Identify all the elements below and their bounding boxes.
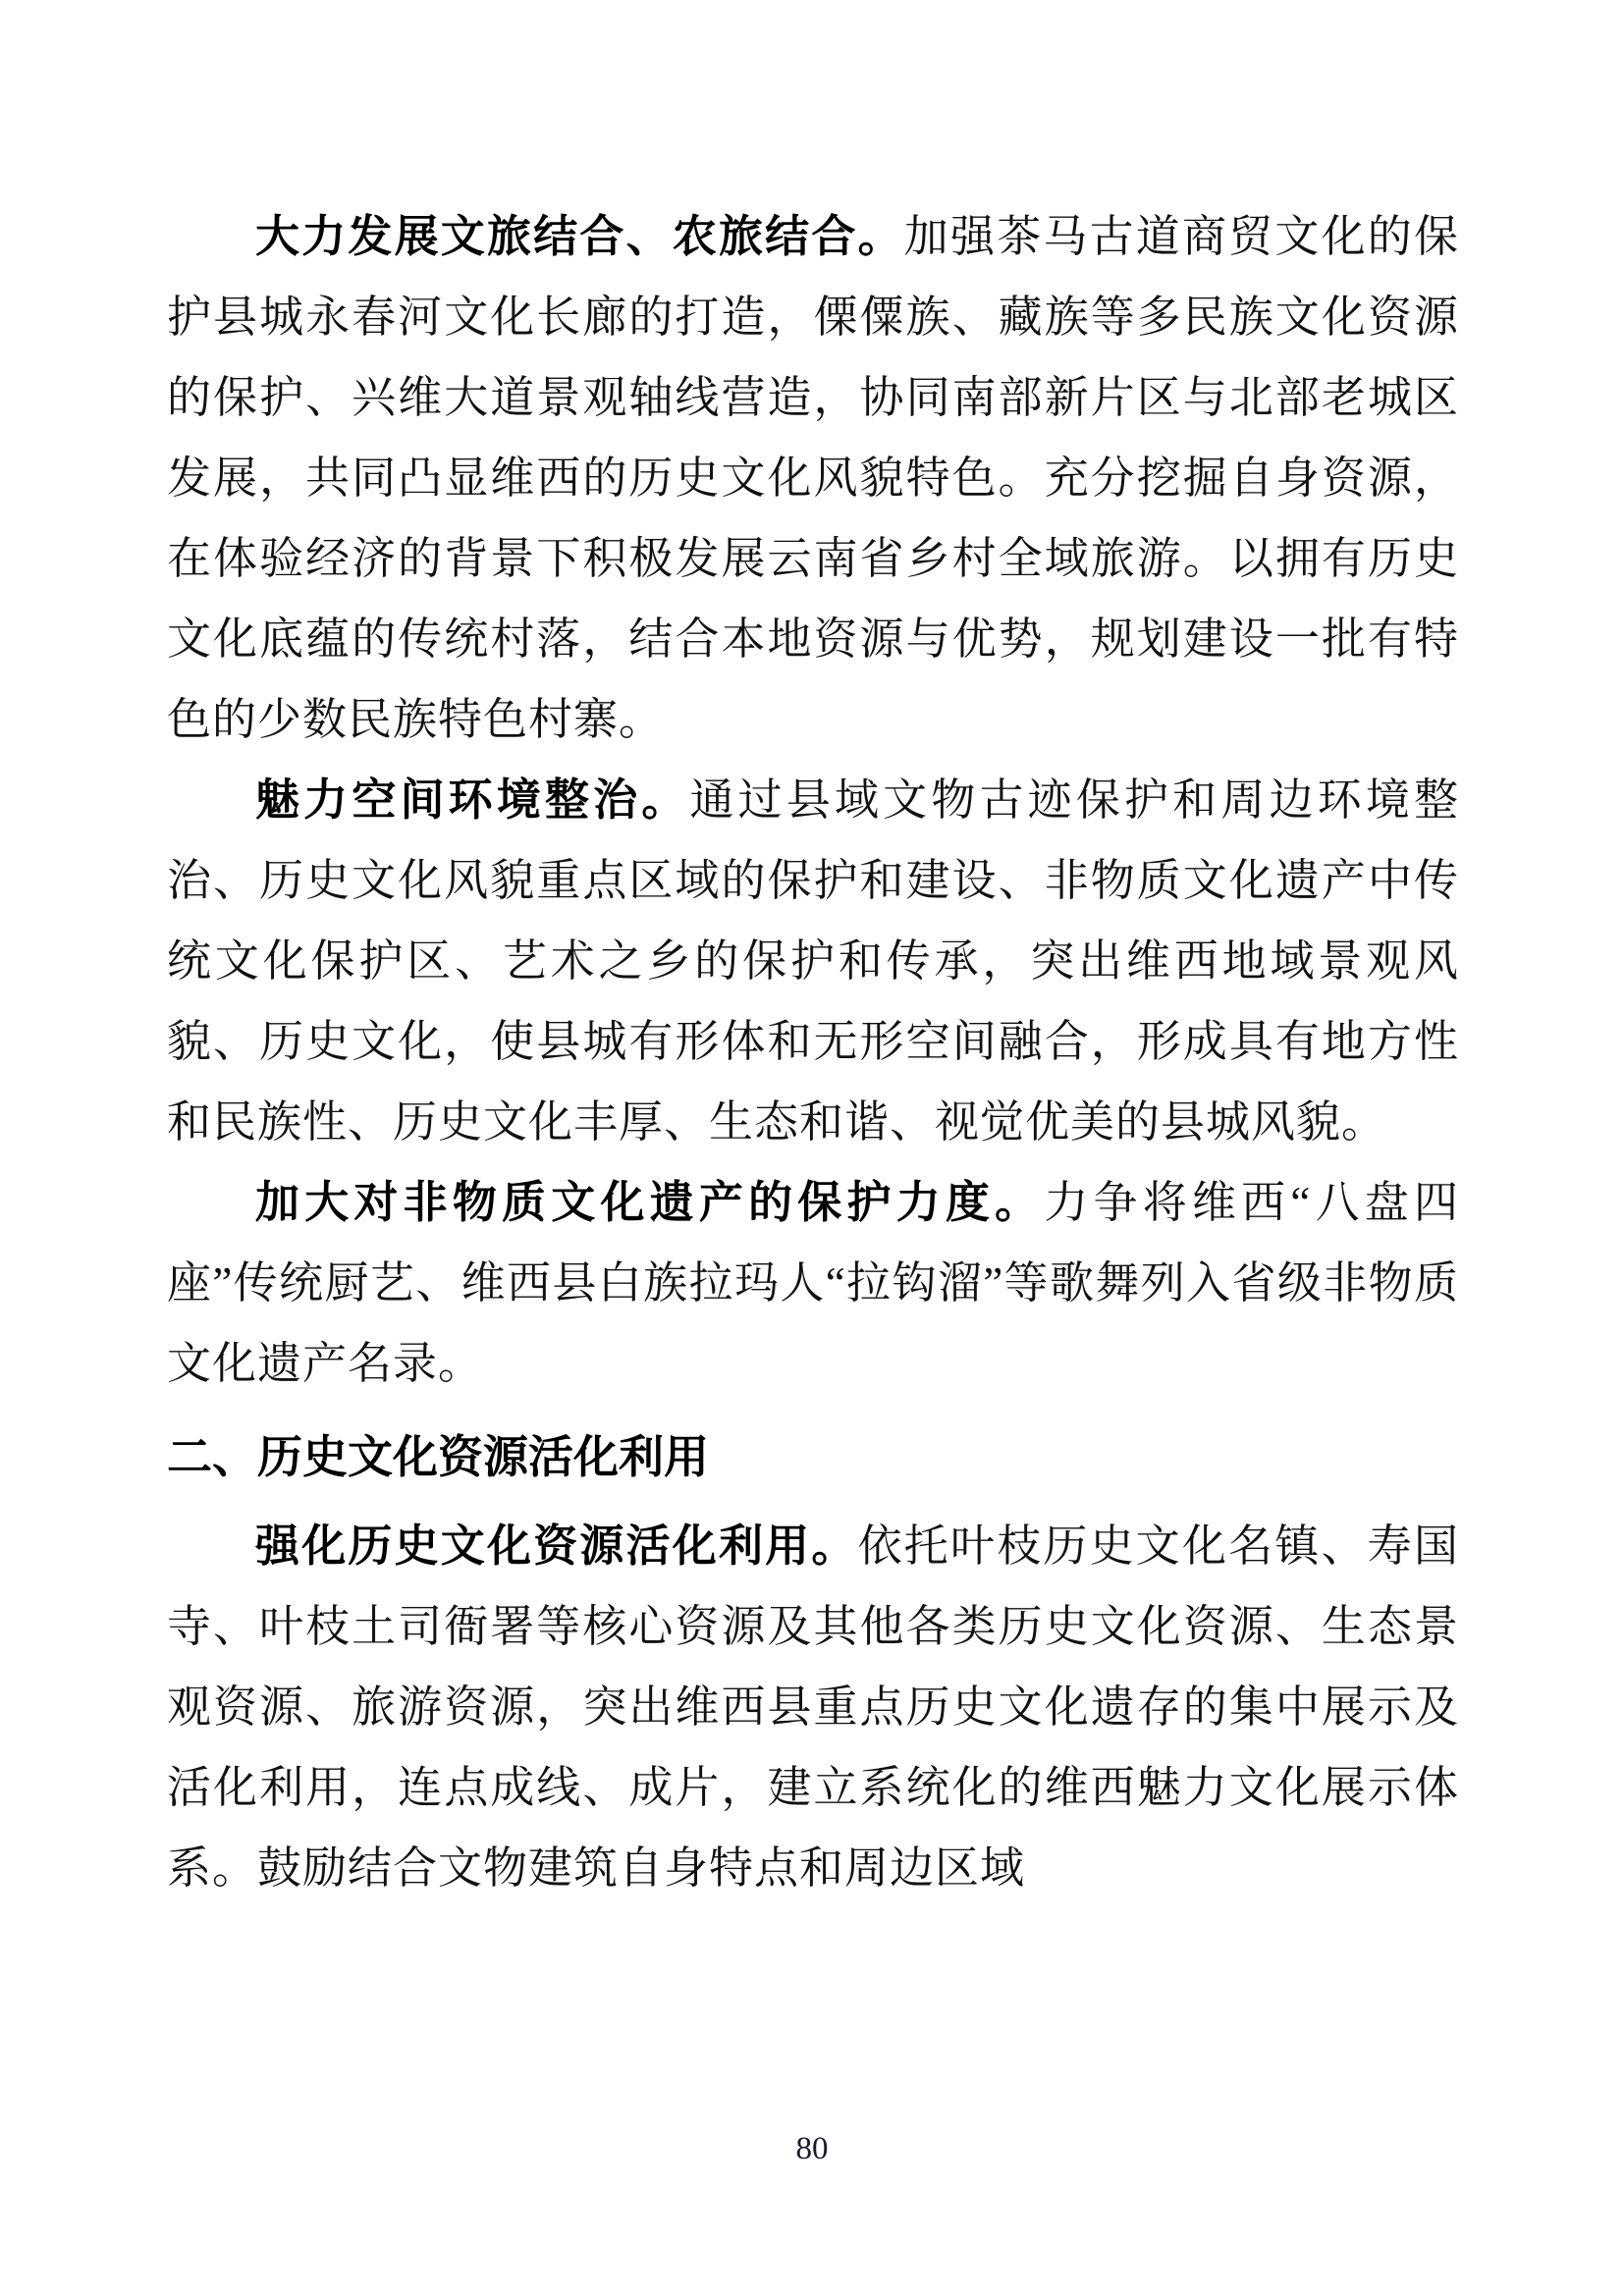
paragraph-lead: 大力发展文旅结合、农旅结合。 xyxy=(255,212,904,261)
paragraph-space-environment xyxy=(167,760,1459,1162)
paragraph-body: 通过县域文物古迹保护和周边环境整治、历史文化风貌重点区域的保护和建设、非物质文化遗产中传统文化保护区、艺术之乡的保护和传承，突出维西地域景观风貌、历史文化，使县城有形体和无形空间融合，形成具有地方性和民族性、历史文化丰厚、生态和谐、视觉优美的县城风貌。 xyxy=(167,775,1459,1147)
paragraph-body: 依托叶枝历史文化名镇、寿国寺、叶枝土司衙署等核心资源及其他各类历史文化资源、生态景观资源、旅游资源，突出维西县重点历史文化遗存的集中展示及活化利用，连点成线、成片，建立系统化的维西魅力文化展示体系。鼓励结合文物建筑自身特点和周边区域 xyxy=(167,1522,1459,1893)
paragraph-tourism-integration xyxy=(167,196,1459,760)
paragraph-body: 加强茶马古道商贸文化的保护县城永春河文化长廊的打造，傈僳族、藏族等多民族文化资源的保护、兴维大道景观轴线营造，协同南部新片区与北部老城区发展，共同凸显维西的历史文化风貌特色。充分挖掘自身资源，在体验经济的背景下积极发展云南省乡村全域旅游。以拥有历史文化底蕴的传统村落，结合本地资源与优势，规划建设一批有特色的少数民族特色村寨。 xyxy=(167,212,1459,744)
paragraph-lead: 加大对非物质文化遗产的保护力度。 xyxy=(255,1178,1045,1227)
paragraph-body: 力争将维西“八盘四座”传统厨艺、维西县白族拉玛人“拉钩溜”等歌舞列入省级非物质文化遗产名录。 xyxy=(167,1178,1459,1388)
section-heading: 二、历史文化资源活化利用 xyxy=(167,1432,709,1482)
page-number: 80 xyxy=(795,2131,829,2166)
paragraph-intangible-heritage xyxy=(167,1162,1459,1404)
paragraph-resource-utilization xyxy=(167,1506,1459,1908)
paragraph-lead: 强化历史文化资源活化利用。 xyxy=(255,1522,858,1571)
paragraph-lead: 魅力空间环境整治。 xyxy=(255,775,690,825)
text-block xyxy=(167,196,1459,1908)
